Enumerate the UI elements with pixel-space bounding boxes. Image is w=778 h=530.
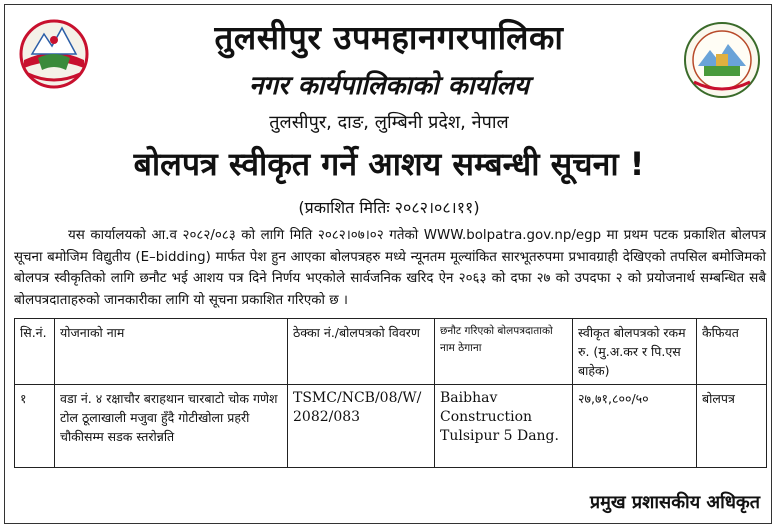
- signatory: प्रमुख प्रशासकीय अधिकृत: [589, 492, 760, 513]
- header-bidder: छनौट गरिएको बोलपत्रदाताको नाम ठेगाना: [435, 319, 573, 385]
- published-date: (प्रकाशित मितिः २०८२।०८।११): [298, 198, 480, 217]
- header-remarks: कैफियत: [697, 319, 767, 385]
- notice-title: बोलपत्र स्वीकृत गर्ने आशय सम्बन्धी सूचना !: [133, 145, 645, 183]
- cell-sn: १: [15, 385, 55, 468]
- cell-amount: २७,७१,८००/५०: [573, 385, 697, 468]
- header-amount: स्वीकृत बोलपत्रको रकम रु. (मु.अ.कर र पि.एस बाहेक): [573, 319, 697, 385]
- table-row: [15, 385, 767, 468]
- office-name: नगर कार्यपालिकाको कार्यालय: [248, 71, 530, 101]
- tender-table: [14, 318, 767, 468]
- header-contract: ठेक्का नं./बोलपत्रको विवरण: [288, 319, 435, 385]
- header-project: योजनाको नाम: [55, 319, 288, 385]
- notice-paragraph: यस कार्यालयको आ.व २०८२/०८३ को लागि मिति २०८२।०७।०२ गतेको WWW.bolpatra.gov.np/egp मा प्रथम पटक प्रकाशित बोलपत्र सूचना बमोजिम विद्युतीय (E–bidding) मार्फत पेश हुन आएका बोलपत्रहरु मध्ये न्यूनतम मूल्यांकित सारभूतरुपमा प्रभावग्राही देखिएको तपसिल बमोजिमको बोलपत्र स्वीकृतिको लागि छनौट भई आशय पत्र दिने निर्णय भएकोले सार्वजनिक खरिद ऐन २०६३ को दफा २७ को उपदफा २ को प्रयोजनार्थ सम्बन्धित सबै बोलपत्रदाताहरुको जानकारीका लागि यो सूचना प्रकाशित गरिएको छ ।: [14, 228, 766, 308]
- cell-remarks: बोलपत्र: [697, 385, 767, 468]
- municipality-name: तुलसीपुर उपमहानगरपालिका: [214, 18, 564, 57]
- header-sn: सि.नं.: [15, 319, 55, 385]
- table-header-row: [15, 319, 767, 385]
- cell-bidder: Baibhav Construction Tulsipur 5 Dang.: [435, 385, 573, 468]
- office-address: तुलसीपुर, दाङ, लुम्बिनी प्रदेश, नेपाल: [269, 112, 509, 133]
- cell-contract: TSMC/NCB/08/W/ 2082/083: [288, 385, 435, 468]
- cell-project: वडा नं. ४ रक्षाचौर बराहथान चारबाटो चोक गणेश टोल ठूलाखाली मजुवा हुँदै गोटीखोला प्रहरी चौकीसम्म सडक स्तरोन्नति: [55, 385, 288, 468]
